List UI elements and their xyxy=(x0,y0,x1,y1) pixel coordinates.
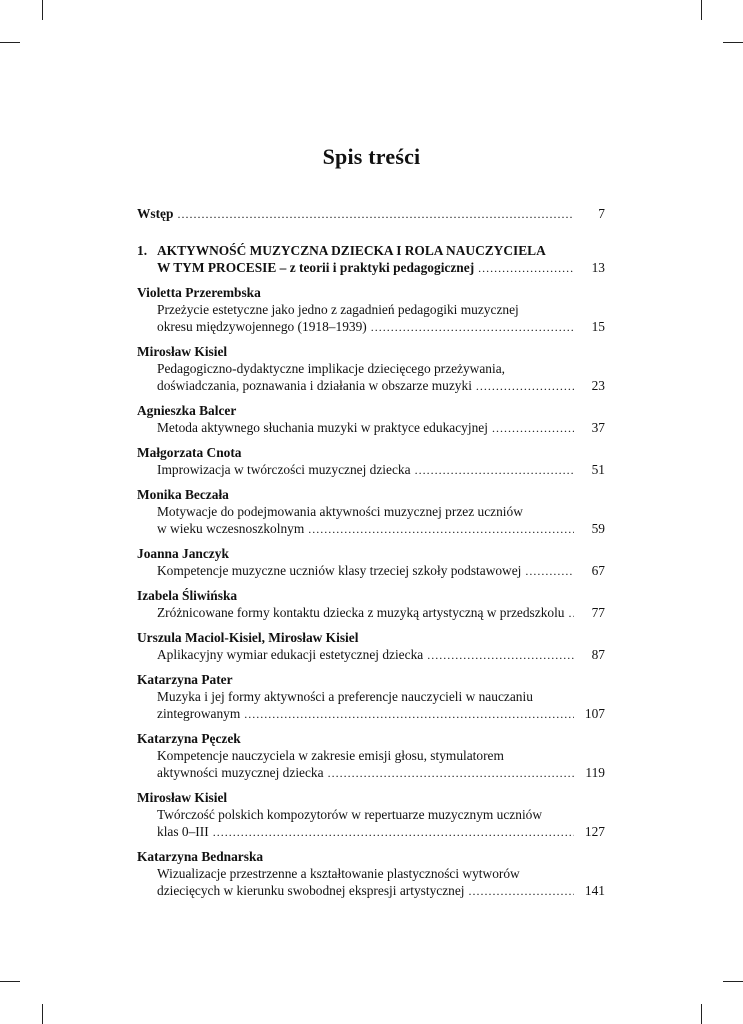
table-of-contents xyxy=(137,205,605,899)
entry-title-text: Pedagogiczno-dydaktyczne implikacje dziecięcego przeżywania, xyxy=(157,361,505,376)
entry-title-text: Kompetencje nauczyciela w zakresie emisji głosu, stymulatorem xyxy=(157,748,504,763)
entry-title-text: aktywności muzycznej dziecka xyxy=(157,765,324,780)
page-number: 7 xyxy=(598,206,605,221)
entry-author: Joanna Janczyk xyxy=(137,546,229,561)
crop-mark xyxy=(723,42,743,43)
page-number: 13 xyxy=(591,260,605,275)
entry-title-line xyxy=(137,503,605,520)
entry-title-text: Muzyka i jej formy aktywności a preferencje nauczycieli w nauczaniu xyxy=(157,689,533,704)
toc-entry[interactable] xyxy=(137,671,605,722)
entry-author: Katarzyna Pęczek xyxy=(137,731,241,746)
entry-title-line xyxy=(137,562,605,579)
entry-title-text: Kompetencje muzyczne uczniów klasy trzeciej szkoły podstawowej xyxy=(157,563,522,578)
page-number: 23 xyxy=(591,378,605,393)
entry-title-line xyxy=(137,604,605,621)
entry-author: Agnieszka Balcer xyxy=(137,403,237,418)
entry-title-line xyxy=(137,865,605,882)
entry-title-line xyxy=(137,377,605,394)
entry-author: Mirosław Kisiel xyxy=(137,790,228,805)
entry-title-text: zintegrowanym xyxy=(157,706,241,721)
entry-author: Mirosław Kisiel xyxy=(137,344,228,359)
dot-leader xyxy=(328,767,574,781)
toc-entry[interactable] xyxy=(137,545,605,579)
entry-title-text: Twórczość polskich kompozytorów w repertuarze muzycznym uczniów xyxy=(157,807,543,822)
page-title: Spis treści xyxy=(322,144,421,169)
page-number: 119 xyxy=(585,765,605,780)
entry-author: Katarzyna Pater xyxy=(137,672,233,687)
dot-leader xyxy=(478,262,574,276)
toc-entry[interactable] xyxy=(137,730,605,781)
entry-title-text: klas 0–III xyxy=(157,824,209,839)
crop-mark xyxy=(0,981,20,982)
page-number: 77 xyxy=(591,605,605,620)
page-number: 15 xyxy=(591,319,605,334)
section-heading-line1 xyxy=(137,242,605,259)
entry-author: Katarzyna Bednarska xyxy=(137,849,264,864)
entry-title-line xyxy=(137,360,605,377)
entry-title-text: Improwizacja w twórczości muzycznej dziecka xyxy=(157,462,411,477)
toc-entries xyxy=(137,276,605,899)
toc-entry[interactable] xyxy=(137,486,605,537)
dot-leader xyxy=(244,708,574,722)
dot-leader xyxy=(371,321,574,335)
toc-entry[interactable] xyxy=(137,848,605,899)
crop-mark xyxy=(0,42,20,43)
entry-title-line xyxy=(137,301,605,318)
toc-entry[interactable] xyxy=(137,284,605,335)
entry-author: Izabela Śliwińska xyxy=(137,588,238,603)
entry-title-text: doświadczania, poznawania i działania w obszarze muzyki xyxy=(157,378,472,393)
dot-leader xyxy=(492,422,574,436)
section-subtitle: W TYM PROCESIE – z teorii i praktyki pedagogicznej xyxy=(157,260,475,275)
entry-title-line xyxy=(137,806,605,823)
page-number: 107 xyxy=(584,706,605,721)
entry-title-text: Motywacje do podejmowania aktywności muzycznej przez uczniów xyxy=(157,504,523,519)
page-number: 37 xyxy=(591,420,605,435)
entry-title-text: Przeżycie estetyczne jako jedno z zagadnień pedagogiki muzycznej xyxy=(157,302,519,317)
toc-intro-label: Wstęp xyxy=(137,206,174,221)
dot-leader xyxy=(525,565,574,579)
toc-entry[interactable] xyxy=(137,587,605,621)
page-number: 141 xyxy=(584,883,605,898)
dot-leader xyxy=(308,523,574,537)
dot-leader xyxy=(213,826,574,840)
dot-leader xyxy=(177,208,574,222)
section-heading-line2 xyxy=(137,259,605,276)
page-number: 51 xyxy=(591,462,605,477)
crop-mark xyxy=(42,1004,43,1024)
dot-leader xyxy=(569,607,574,621)
page-number: 87 xyxy=(591,647,605,662)
entry-title-text: Zróżnicowane formy kontaktu dziecka z muzyką artystyczną w przedszkolu xyxy=(157,605,565,620)
entry-title-text: Aplikacyjny wymiar edukacji estetycznej dziecka xyxy=(157,647,424,662)
crop-mark xyxy=(701,0,702,20)
dot-leader xyxy=(476,380,574,394)
entry-author: Violetta Przerembska xyxy=(137,285,261,300)
entry-author: Małgorzata Cnota xyxy=(137,445,242,460)
entry-title-line xyxy=(137,882,605,899)
section-number: 1. xyxy=(137,243,148,258)
entry-title-line xyxy=(137,318,605,335)
dot-leader xyxy=(469,885,574,899)
entry-title-line xyxy=(137,461,605,478)
entry-title-line xyxy=(137,419,605,436)
entry-title-line xyxy=(137,646,605,663)
toc-entry[interactable] xyxy=(137,444,605,478)
section-title: AKTYWNOŚĆ MUZYCZNA DZIECKA I ROLA NAUCZYCIELA xyxy=(157,243,546,258)
dot-leader xyxy=(427,649,574,663)
entry-title-line xyxy=(137,705,605,722)
entry-title-line xyxy=(137,688,605,705)
toc-entry[interactable] xyxy=(137,629,605,663)
entry-title-text: okresu międzywojennego (1918–1939) xyxy=(157,319,367,334)
crop-mark xyxy=(42,0,43,20)
entry-title-line xyxy=(137,764,605,781)
entry-title-line xyxy=(137,823,605,840)
toc-entry-intro[interactable] xyxy=(137,205,605,222)
entry-title-text: w wieku wczesnoszkolnym xyxy=(157,521,305,536)
toc-entry[interactable] xyxy=(137,402,605,436)
entry-title-line xyxy=(137,520,605,537)
toc-entry[interactable] xyxy=(137,789,605,840)
entry-title-text: Wizualizacje przestrzenne a kształtowanie plastyczności wytworów xyxy=(157,866,520,881)
dot-leader xyxy=(415,464,574,478)
crop-mark xyxy=(723,981,743,982)
entry-title-text: Metoda aktywnego słuchania muzyki w praktyce edukacyjnej xyxy=(157,420,488,435)
entry-title-text: dziecięcych w kierunku swobodnej ekspresji artystycznej xyxy=(157,883,465,898)
entry-title-line xyxy=(137,747,605,764)
page-number: 67 xyxy=(591,563,605,578)
page-number: 127 xyxy=(584,824,605,839)
entry-author: Monika Beczała xyxy=(137,487,229,502)
page-number: 59 xyxy=(591,521,605,536)
entry-author: Urszula Maciol-Kisiel, Mirosław Kisiel xyxy=(137,630,359,645)
toc-section[interactable] xyxy=(137,242,605,276)
crop-mark xyxy=(701,1004,702,1024)
toc-entry[interactable] xyxy=(137,343,605,394)
